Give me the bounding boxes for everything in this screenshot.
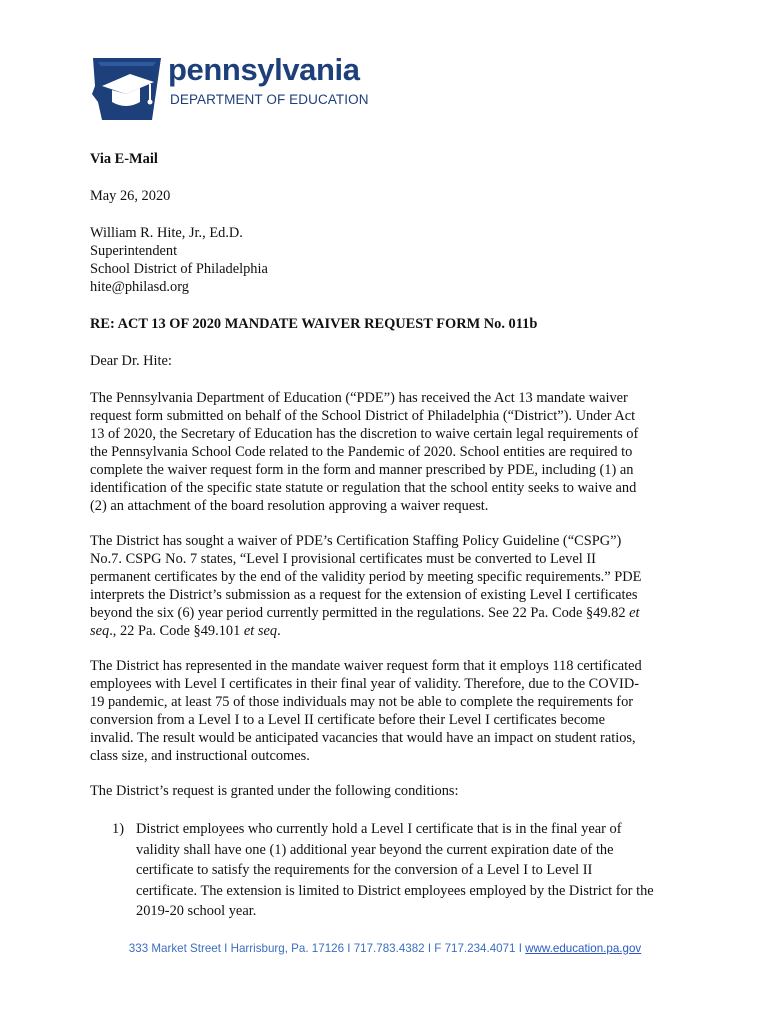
text-line: 13 of 2020, the Secretary of Education has the discretion to waive certain legal requirements of	[90, 426, 639, 442]
recipient-name: William R. Hite, Jr., Ed.D.	[90, 225, 243, 241]
italic-run: et	[629, 605, 640, 621]
text-line: invalid. The result would be anticipated vacancies that would have an impact on student ratios,	[90, 730, 636, 746]
letterhead-org-sub: DEPARTMENT OF EDUCATION	[170, 92, 369, 107]
text-line: The District has sought a waiver of PDE’s Certification Staffing Policy Guideline (“CSPG”)	[90, 533, 622, 549]
text-line: The Pennsylvania Department of Education (“PDE”) has received the Act 13 mandate waiver	[90, 390, 628, 406]
text-line: request form submitted on behalf of the School District of Philadelphia (“District”). Under Act	[90, 408, 636, 424]
text-run: .	[277, 623, 281, 639]
salutation: Dear Dr. Hite:	[90, 353, 172, 369]
letter-body	[90, 150, 690, 922]
text-line: (2) an attachment of the board resolution approving a waiver request.	[90, 498, 489, 514]
text-line: interprets the District’s submission as a request for the extension of existing Level I certificates	[90, 587, 638, 603]
text-line: validity shall have one (1) additional year beyond the current expiration date of the	[136, 841, 614, 858]
text-line: certificate. The extension is limited to District employees employed by the District for the	[136, 882, 654, 899]
conditions-list	[90, 819, 690, 922]
text-line: 2019-20 school year.	[136, 903, 257, 919]
letterhead-org-name: pennsylvania	[168, 52, 360, 87]
italic-run: seq	[90, 623, 110, 639]
text-line: complete the waiver request form in the form and manner prescribed by PDE, including (1) an	[90, 462, 634, 478]
paragraph-3	[90, 657, 690, 765]
paragraph-2	[90, 532, 690, 640]
text-run: ., 22 Pa. Code §49.101	[109, 623, 244, 639]
text-line	[90, 622, 690, 640]
letterhead-footer	[0, 942, 770, 955]
text-line: The District has represented in the mandate waiver request form that it employs 118 certificated	[90, 658, 642, 674]
recipient-block	[90, 224, 690, 296]
text-line: conversion from a Level I to a Level II certificate before their Level I certificates become	[90, 712, 605, 728]
letter-date: May 26, 2020	[90, 188, 171, 204]
recipient-org: School District of Philadelphia	[90, 261, 268, 277]
text-line: District employees who currently hold a Level I certificate that is in the final year of	[136, 821, 622, 837]
keystone-mortarboard-icon	[90, 50, 164, 120]
recipient-title: Superintendent	[90, 243, 178, 259]
subject-line: RE: ACT 13 OF 2020 MANDATE WAIVER REQUEST FORM No. 011b	[90, 316, 538, 332]
recipient-email: hite@philasd.org	[90, 279, 189, 295]
footer-website-link[interactable]: www.education.pa.gov	[525, 942, 642, 955]
letterhead-logo	[90, 50, 390, 120]
text-line: employees with Level I certificates in their final year of validity. Therefore, due to the COVID-	[90, 676, 640, 692]
paragraph-1	[90, 389, 690, 515]
italic-run: et seq	[243, 623, 278, 639]
text-line: certificate to satisfy the requirements for the conversion of a Level I to Level II	[136, 862, 593, 878]
text-run: beyond the six (6) year period currently permitted in the regulations. See 22 Pa. Code §49.82	[90, 605, 630, 621]
text-line: class size, and instructional outcomes.	[90, 748, 310, 764]
conditions-intro: The District’s request is granted under the following conditions:	[90, 783, 459, 799]
condition-number: 1)	[112, 821, 124, 837]
text-line: identification of the specific state statute or regulation that the school entity seeks to waive and	[90, 480, 637, 496]
text-line: No.7. CSPG No. 7 states, “Level I provisional certificates must be converted to Level II	[90, 551, 596, 567]
text-line: the Pennsylvania School Code related to the Pandemic of 2020. School entities are required to	[90, 444, 633, 460]
condition-item	[90, 819, 690, 922]
footer-address: 333 Market Street I Harrisburg, Pa. 17126 I 717.783.4382 I F 717.234.4071 I	[128, 942, 526, 955]
text-line: 19 pandemic, at least 75 of those individuals may not be able to complete the requirements for	[90, 694, 634, 710]
text-line	[90, 604, 690, 622]
delivery-method: Via E-Mail	[90, 151, 158, 167]
text-line: permanent certificates by the end of the validity period by meeting specific requirements.” PDE	[90, 569, 642, 585]
